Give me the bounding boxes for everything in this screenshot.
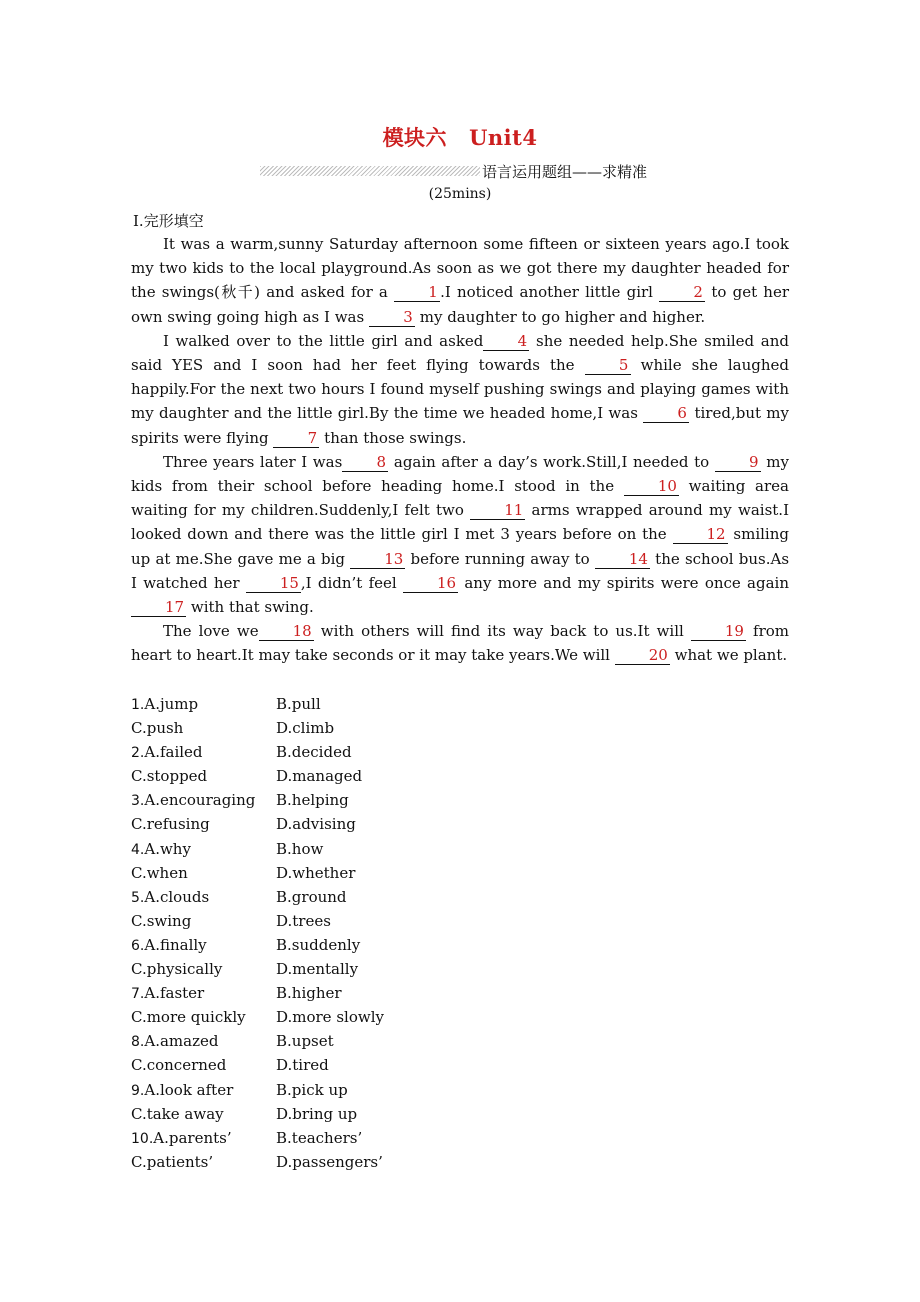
option-row <box>131 1029 384 1053</box>
question-number: 10. <box>131 1130 154 1147</box>
blank-16: 16 <box>403 575 458 593</box>
paragraph-1: It was a warm,sunny Saturday afternoon some fifteen or sixteen years ago.I took my two kids to the local playground.As soon as we got there my daughter headed for the swings(秋千) and asked for a 1 .I noticed another little girl 2 to get her own swing going high as I was 3 my daughter to go higher and higher. <box>131 235 789 326</box>
option-row <box>131 1126 384 1150</box>
option-d: D.climb <box>276 719 335 738</box>
option-b: B.suddenly <box>276 935 361 954</box>
option-a: A.why <box>144 839 191 858</box>
option-row <box>131 1078 384 1102</box>
option-row <box>131 716 384 740</box>
unit-label: Unit4 <box>469 125 538 150</box>
option-c: C.swing <box>131 911 192 930</box>
option-b: B.pick up <box>276 1080 348 1099</box>
option-a: A.look after <box>144 1080 234 1099</box>
option-row <box>131 764 384 788</box>
option-row <box>131 885 384 909</box>
question-number: 3. <box>131 793 145 810</box>
option-d: D.tired <box>276 1056 329 1075</box>
option-a: A.failed <box>144 743 203 762</box>
option-c: C.push <box>131 719 184 738</box>
option-row <box>131 692 384 716</box>
blank-2: 2 <box>659 284 705 302</box>
option-c: C.stopped <box>131 767 208 786</box>
option-a: A.parents’ <box>153 1128 232 1147</box>
option-row <box>131 1102 384 1126</box>
option-row <box>131 837 384 861</box>
option-row <box>131 740 384 764</box>
option-d: D.mentally <box>276 960 359 979</box>
option-b: B.how <box>276 839 324 858</box>
question-number: 2. <box>131 745 145 762</box>
section-heading: Ⅰ.完形填空 <box>133 212 204 230</box>
option-c: C.refusing <box>131 815 210 834</box>
blank-1: 1 <box>394 284 440 302</box>
option-c: C.patients’ <box>131 1152 214 1171</box>
option-b: B.upset <box>276 1032 334 1051</box>
option-row <box>131 909 384 933</box>
option-b: B.higher <box>276 984 342 1003</box>
subtitle: 语言运用题组——求精准 <box>482 162 648 181</box>
question-number: 8. <box>131 1034 145 1051</box>
hatch-decoration <box>260 166 480 176</box>
option-c: C.more quickly <box>131 1008 246 1027</box>
option-d: D.whether <box>276 863 356 882</box>
question-number: 5. <box>131 889 145 906</box>
question-number: 4. <box>131 841 145 858</box>
blank-9: 9 <box>715 454 761 472</box>
blank-19: 19 <box>691 623 746 641</box>
question-number: 7. <box>131 986 145 1003</box>
option-a: A.faster <box>144 984 205 1003</box>
paragraph-4: The love we 18 with others will find its way back to us.It will 19 from heart to heart.It may take seconds or it may take years.We will 20 what we plant. <box>131 622 789 665</box>
question-number: 9. <box>131 1082 145 1099</box>
option-row <box>131 1053 384 1077</box>
option-c: C.when <box>131 863 188 882</box>
option-row <box>131 1150 384 1174</box>
option-d: D.trees <box>276 911 331 930</box>
blank-17: 17 <box>131 599 186 617</box>
option-b: B.helping <box>276 791 349 810</box>
blank-20: 20 <box>615 647 670 665</box>
question-number: 6. <box>131 937 145 954</box>
option-row <box>131 812 384 836</box>
paragraph-3: Three years later I was 8 again after a day’s work.Still,I needed to 9 my kids from their school before heading home.I stood in the 10 waiting area waiting for my children.Suddenly,I felt two 11 arms wrapped around my waist.I looked down and there was the little girl I met 3 years before on the 12 smiling up at me.She gave me a big 13 before running away to 14 the school bus.As I watched her 15 ,I didn’t feel 16 any more and my spirits were once again 17 with that swing. <box>131 452 790 617</box>
answer-options <box>131 692 384 1174</box>
option-a: A.clouds <box>144 887 210 906</box>
option-d: D.advising <box>276 815 356 834</box>
option-a: A.finally <box>144 935 207 954</box>
cloze-passage <box>131 232 789 668</box>
option-b: B.pull <box>276 695 321 713</box>
module-label: 模块六 <box>382 125 448 150</box>
subtitle-row <box>260 160 647 182</box>
option-d: D.managed <box>276 767 363 786</box>
page-title <box>0 122 920 152</box>
option-d: D.bring up <box>276 1104 358 1123</box>
option-a: A.jump <box>144 695 199 713</box>
option-row <box>131 933 384 957</box>
blank-12: 12 <box>673 526 728 544</box>
blank-15: 15 <box>246 575 301 593</box>
option-row <box>131 1005 384 1029</box>
option-c: C.concerned <box>131 1056 227 1075</box>
blank-6: 6 <box>643 405 689 423</box>
option-row <box>131 981 384 1005</box>
blank-10: 10 <box>624 478 679 496</box>
option-a: A.encouraging <box>144 791 256 810</box>
option-row <box>131 957 384 981</box>
option-c: C.take away <box>131 1104 224 1123</box>
blank-14: 14 <box>595 551 650 569</box>
option-row <box>131 861 384 885</box>
option-d: D.passengers’ <box>276 1152 383 1171</box>
blank-11: 11 <box>470 502 525 520</box>
paragraph-2: I walked over to the little girl and asked 4 she needed help.She smiled and said YES and I soon had her feet flying towards the 5 while she laughed happily.For the next two hours I found myself pushing swings and playing games with my daughter and the little girl.By the time we headed home,I was 6 tired,but my spirits were flying 7 than those swings. <box>131 331 789 447</box>
question-number: 1. <box>131 697 145 713</box>
option-d: D.more slowly <box>276 1008 384 1027</box>
option-b: B.decided <box>276 743 352 762</box>
option-a: A.amazed <box>144 1032 219 1051</box>
option-row <box>131 788 384 812</box>
blank-5: 5 <box>585 357 631 375</box>
option-c: C.physically <box>131 960 223 979</box>
option-b: B.teachers’ <box>276 1128 363 1147</box>
blank-4: 4 <box>483 333 529 351</box>
duration-label: (25mins) <box>428 186 492 202</box>
blank-3: 3 <box>369 309 415 327</box>
blank-13: 13 <box>350 551 405 569</box>
blank-7: 7 <box>273 430 319 448</box>
option-b: B.ground <box>276 887 347 906</box>
blank-18: 18 <box>259 623 314 641</box>
blank-8: 8 <box>342 454 388 472</box>
